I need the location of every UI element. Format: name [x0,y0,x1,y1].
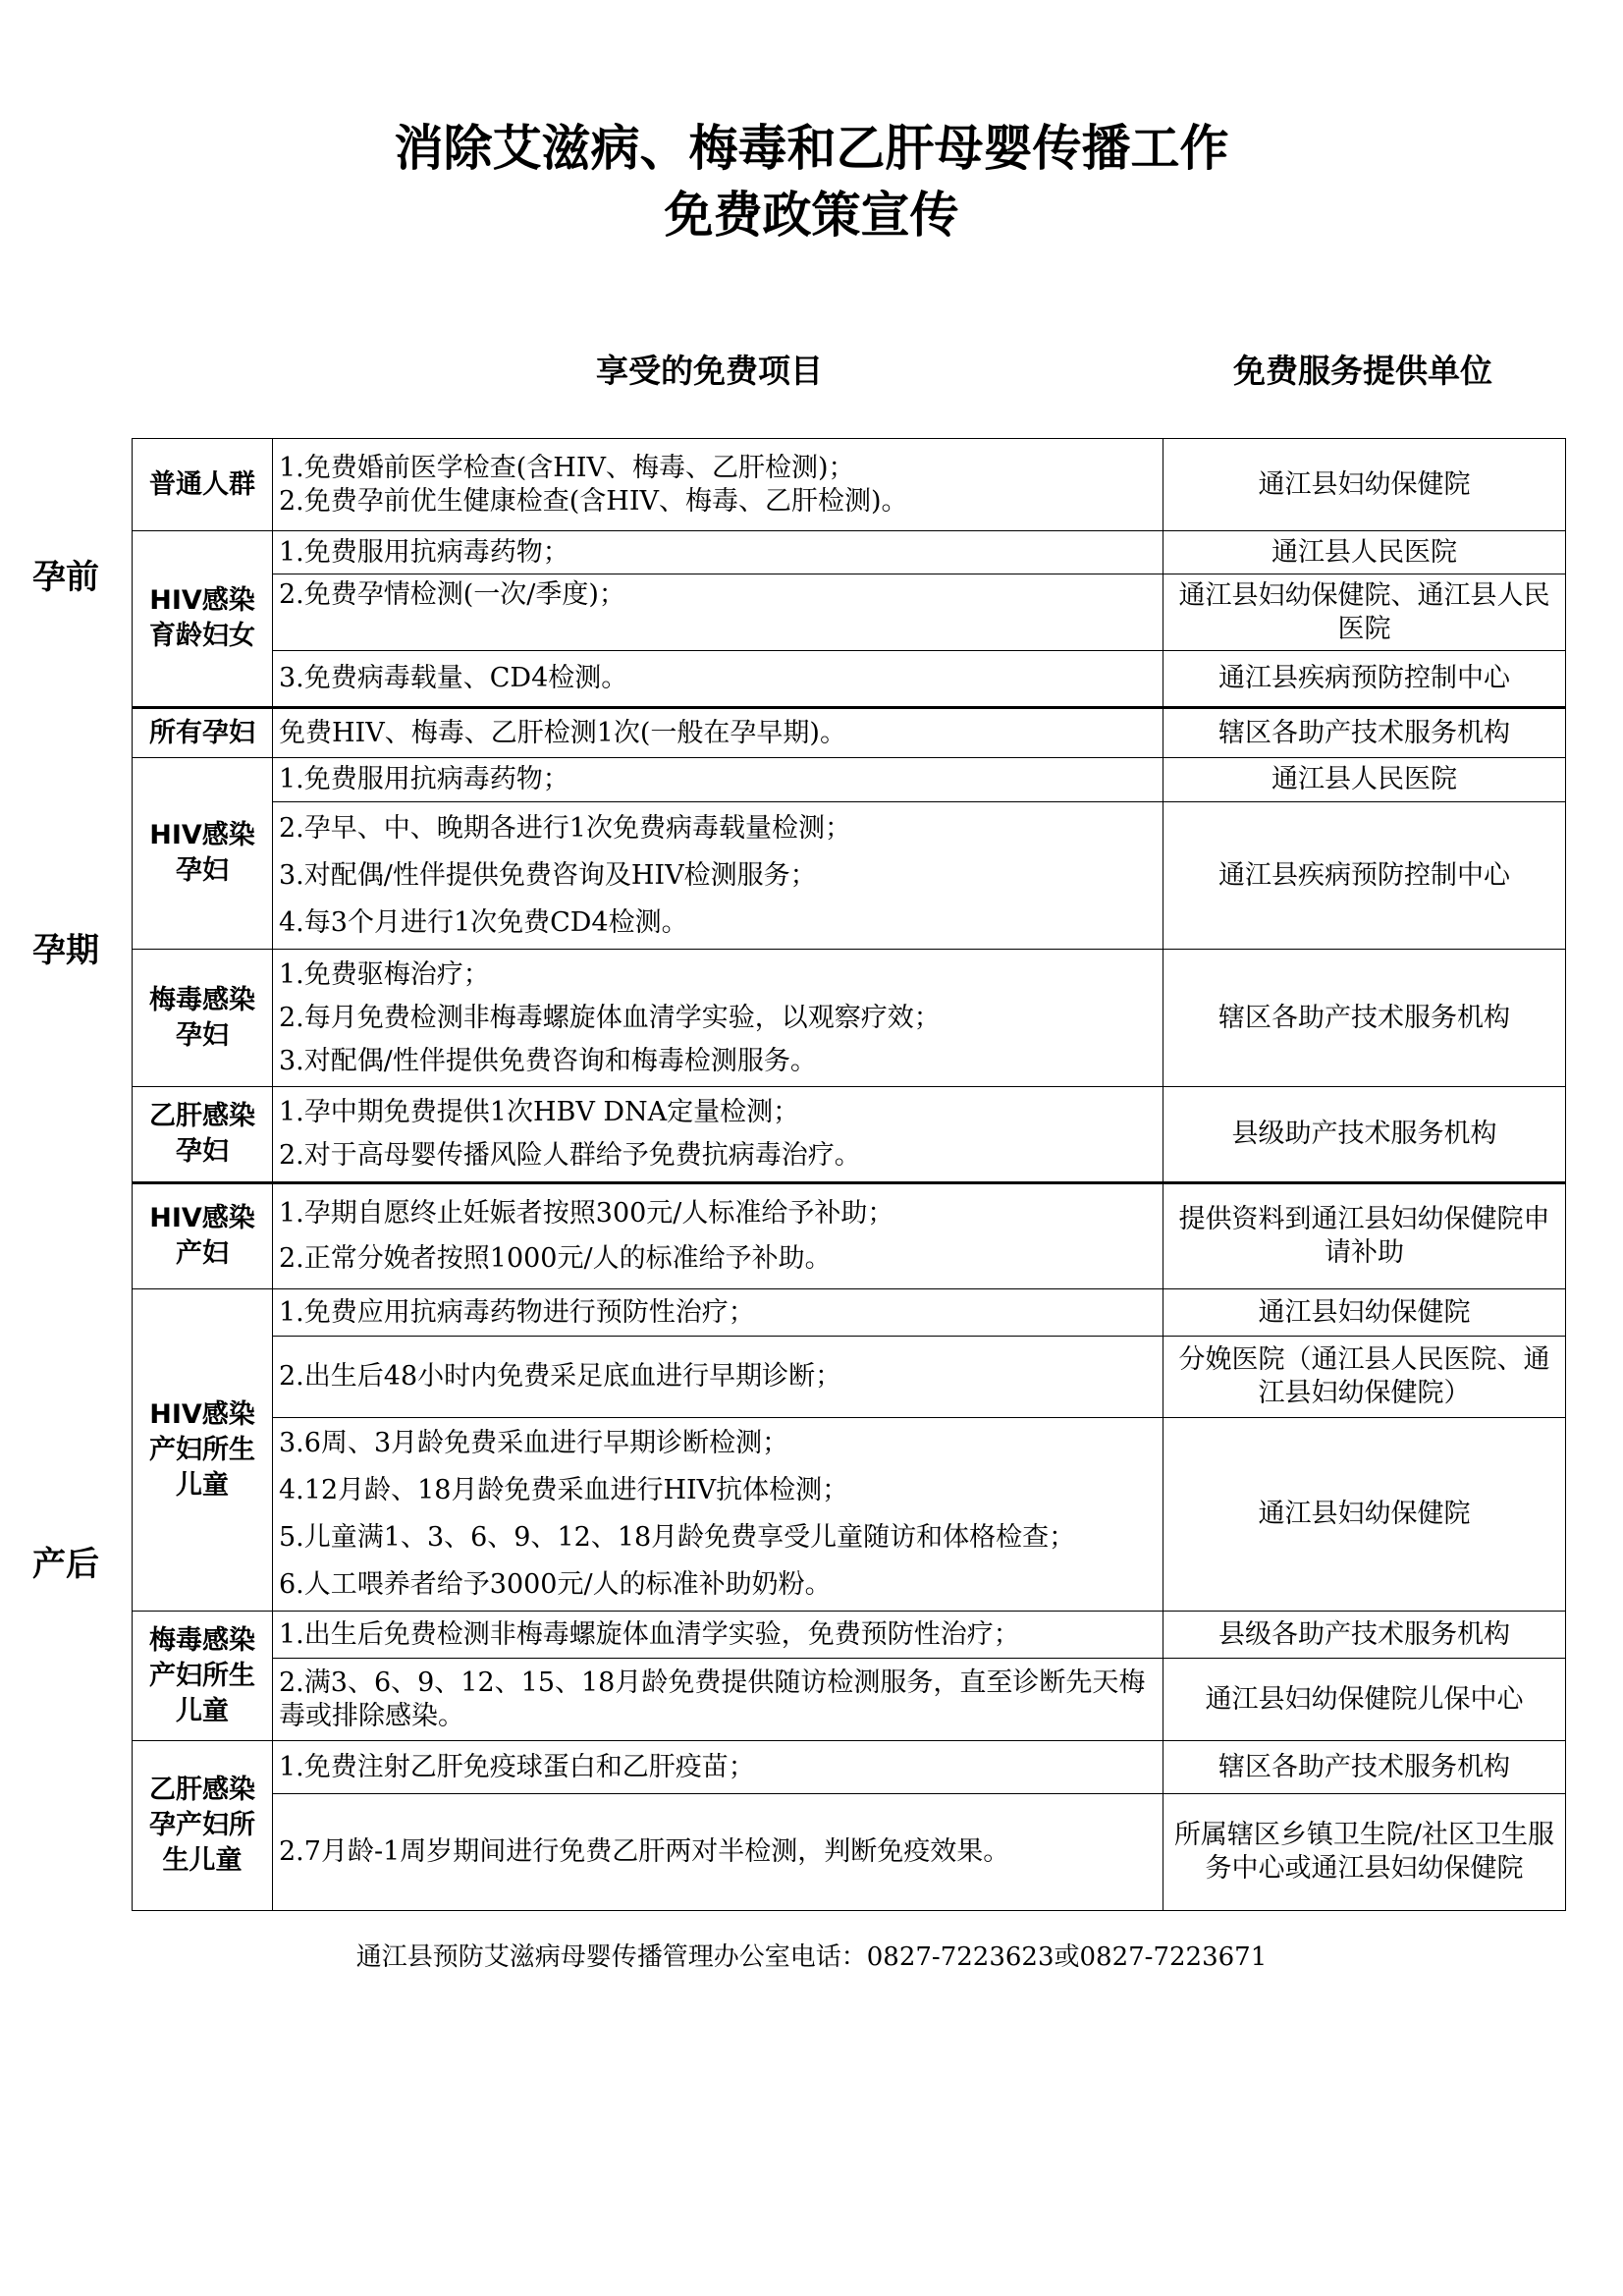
item-line: 5.儿童满1、3、6、9、12、18月龄免费享受儿童随访和体格检查； [279,1522,1076,1553]
phase-label-pregnancy: 孕期 [32,931,99,970]
table-row [133,439,1566,531]
category-cell: 乙肝感染孕妇 [133,1087,273,1183]
item-line: 2.对于高母婴传播风险人群给予免费抗病毒治疗。 [279,1140,861,1171]
items-cell [273,1337,1163,1418]
item-line: 3.对配偶/性伴提供免费咨询及HIV检测服务； [279,859,817,891]
item-line: 1.免费应用抗病毒药物进行预防性治疗； [279,1296,755,1328]
item-line: 3.对配偶/性伴提供免费咨询和梅毒检测服务。 [279,1045,817,1076]
item-line: 1.免费服用抗病毒药物； [279,764,569,794]
table-row [133,1418,1566,1612]
provider-cell: 通江县妇幼保健院、通江县人民医院 [1163,574,1566,651]
item-line: 1.免费服用抗病毒药物； [279,536,569,568]
provider-cell: 通江县妇幼保健院 [1163,439,1566,531]
table-row [133,574,1566,651]
category-cell: 所有孕妇 [133,708,273,758]
item-line: 6.人工喂养者给予3000元/人的标准补助奶粉。 [279,1569,832,1600]
items-cell [273,950,1163,1087]
item-line: 3.6周、3月龄免费采血进行早期诊断检测； [279,1428,789,1458]
category-cell: 普通人群 [133,439,273,531]
document-title-line1: 消除艾滋病、梅毒和乙肝母婴传播工作 [394,120,1229,177]
item-line: 2.正常分娩者按照1000元/人的标准给予补助。 [279,1243,832,1274]
items-cell [273,574,1163,651]
provider-cell: 县级助产技术服务机构 [1163,1087,1566,1183]
table-row [133,1612,1566,1659]
provider-cell: 县级各助产技术服务机构 [1163,1612,1566,1659]
item-line: 1.免费驱梅治疗； [279,958,490,990]
provider-cell: 辖区各助产技术服务机构 [1163,708,1566,758]
category-cell: 梅毒感染产妇所生儿童 [133,1612,273,1741]
table-row [133,950,1566,1087]
items-cell [273,802,1163,950]
item-line: 2.满3、6、9、12、15、18月龄免费提供随访检测服务，直至诊断先天梅毒或排除感染。 [279,1667,1146,1731]
item-line: 1.免费婚前医学检查(含HIV、梅毒、乙肝检测)； [279,452,855,483]
phase-label-pre-pregnancy: 孕前 [32,558,99,597]
items-cell [273,1612,1163,1659]
item-line: 2.免费孕前优生健康检查(含HIV、梅毒、乙肝检测)。 [279,485,908,517]
item-line: 4.12月龄、18月龄免费采血进行HIV抗体检测； [279,1475,849,1505]
footer-contact: 通江县预防艾滋病母婴传播管理办公室电话：0827-7223623或0827-7223671 [355,1942,1268,1972]
provider-cell: 通江县疾病预防控制中心 [1163,802,1566,950]
provider-cell: 辖区各助产技术服务机构 [1163,1741,1566,1794]
item-line: 1.免费注射乙肝免疫球蛋白和乙肝疫苗； [279,1751,755,1782]
items-cell [273,1183,1163,1289]
item-line: 2.孕早、中、晚期各进行1次免费病毒载量检测； [279,812,851,844]
provider-cell: 提供资料到通江县妇幼保健院申请补助 [1163,1183,1566,1289]
item-line: 1.孕期自愿终止妊娠者按照300元/人标准给予补助； [279,1198,894,1229]
table-row [133,1794,1566,1911]
provider-cell: 通江县妇幼保健院儿保中心 [1163,1659,1566,1741]
item-line: 2.出生后48小时内免费采足底血进行早期诊断； [279,1361,842,1392]
table-row [133,531,1566,574]
items-cell [273,708,1163,758]
table-row [133,1337,1566,1418]
category-cell: 乙肝感染孕产妇所生儿童 [133,1741,273,1911]
category-cell: HIV感染产妇 [133,1183,273,1289]
items-cell [273,1794,1163,1911]
phase-label-postpartum: 产后 [32,1545,99,1584]
provider-cell: 通江县疾病预防控制中心 [1163,651,1566,708]
item-line: 2.免费孕情检测(一次/季度)； [279,579,625,610]
item-line: 2.每月免费检测非梅毒螺旋体血清学实验，以观察疗效； [279,1002,941,1033]
column-header-items: 享受的免费项目 [596,352,823,390]
table-row [133,1087,1566,1183]
provider-cell: 通江县人民医院 [1163,531,1566,574]
item-line: 3.免费病毒载量、CD4检测。 [279,663,628,693]
category-cell: HIV感染产妇所生儿童 [133,1289,273,1612]
provider-cell: 通江县妇幼保健院 [1163,1418,1566,1612]
table-row [133,651,1566,708]
item-line: 1.出生后免费检测非梅毒螺旋体血清学实验，免费预防性治疗； [279,1618,1020,1650]
policy-table [132,438,1566,1911]
category-cell: HIV感染育龄妇女 [133,531,273,708]
document-title-line2: 免费政策宣传 [664,187,959,244]
items-cell [273,1418,1163,1612]
provider-cell: 通江县妇幼保健院 [1163,1289,1566,1337]
table-row [133,758,1566,802]
provider-cell: 所属辖区乡镇卫生院/社区卫生服务中心或通江县妇幼保健院 [1163,1794,1566,1911]
items-cell [273,1659,1163,1741]
category-cell: HIV感染孕妇 [133,758,273,950]
provider-cell: 分娩医院（通江县人民医院、通江县妇幼保健院） [1163,1337,1566,1418]
items-cell [273,758,1163,802]
column-header-provider: 免费服务提供单位 [1233,352,1492,390]
item-line: 4.每3个月进行1次免费CD4检测。 [279,906,688,938]
items-cell [273,439,1163,531]
item-line: 1.孕中期免费提供1次HBV DNA定量检测； [279,1097,800,1127]
item-line: 2.7月龄-1周岁期间进行免费乙肝两对半检测，判断免疫效果。 [279,1836,1010,1867]
provider-cell: 辖区各助产技术服务机构 [1163,950,1566,1087]
items-cell [273,1741,1163,1794]
items-cell [273,1087,1163,1183]
table-row [133,1289,1566,1337]
provider-cell: 通江县人民医院 [1163,758,1566,802]
items-cell [273,651,1163,708]
item-line: 免费HIV、梅毒、乙肝检测1次(一般在孕早期)。 [279,717,846,748]
table-row [133,1183,1566,1289]
table-row [133,802,1566,950]
category-cell: 梅毒感染孕妇 [133,950,273,1087]
items-cell [273,1289,1163,1337]
items-cell [273,531,1163,574]
table-row [133,1659,1566,1741]
table-row [133,1741,1566,1794]
table-row [133,708,1566,758]
